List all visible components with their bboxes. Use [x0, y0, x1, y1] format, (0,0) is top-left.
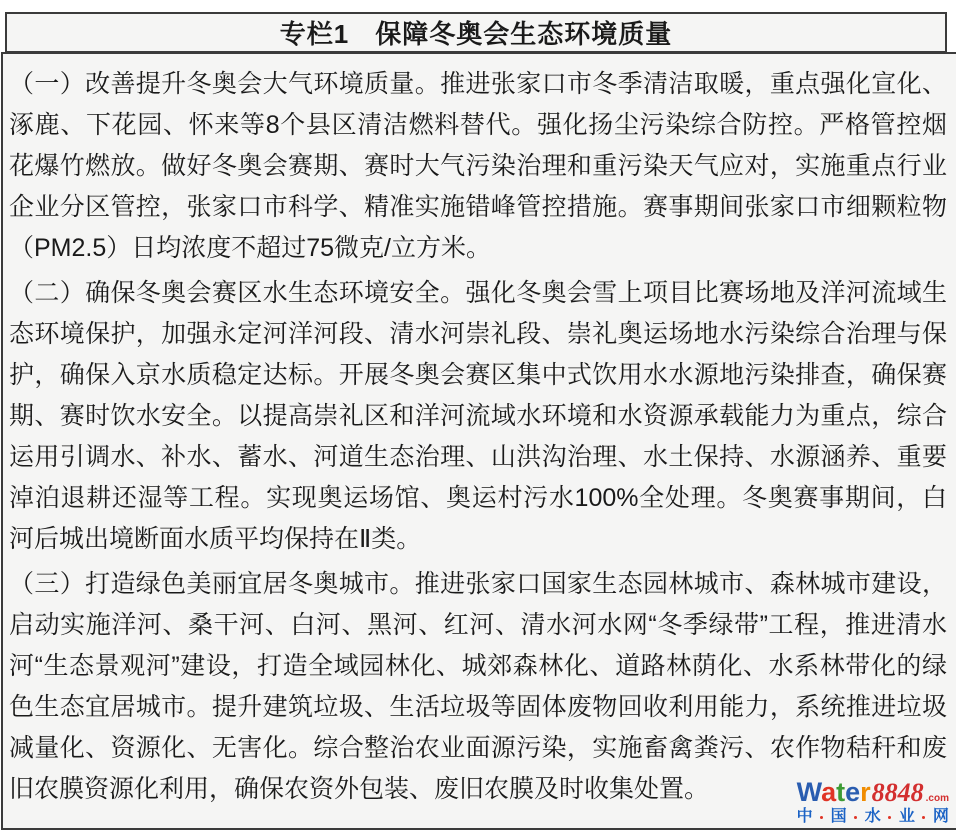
watermark-brand-row	[797, 779, 949, 806]
watermark-brand-number: 8848	[871, 778, 924, 807]
watermark-brand-tld: .com	[925, 793, 949, 804]
watermark-subtitle-char: 网	[932, 808, 949, 825]
panel-body	[1, 52, 956, 830]
watermark-separator-dot	[820, 816, 823, 819]
panel-title: 保障冬奥会生态环境质量	[375, 19, 673, 49]
watermark-brand-letter: r	[860, 777, 871, 807]
watermark-logo	[797, 779, 949, 825]
watermark-brand-word	[797, 779, 871, 806]
watermark-brand-letter: t	[836, 777, 846, 807]
panel-title-box	[5, 12, 947, 53]
paragraph-green-city: （三）打造绿色美丽宜居冬奥城市。推进张家口国家生态园林城市、森林城市建设，启动实施洋河、桑干河、白河、黑河、红河、清水河水网“冬季绿带”工程，推进清水河“生态景观河”建设，打造全域园林化、城郊森林化、道路林荫化、水系林带化的绿色生态宜居城市。提升建筑垃圾、生活垃圾等固体废物回收利用能力，系统推进垃圾减量化、资源化、无害化。综合整治农业面源污染，实施畜禽粪污、农作物秸秆和废旧农膜资源化利用，确保农资外包装、废旧农膜及时收集处置。	[9, 570, 947, 803]
watermark-subtitle-char: 国	[830, 808, 847, 825]
watermark-subtitle	[797, 809, 949, 825]
watermark-subtitle-char: 中	[796, 808, 813, 825]
panel-title-prefix: 专栏1	[279, 19, 350, 49]
watermark-brand-letter: a	[821, 777, 837, 807]
watermark-subtitle-char: 业	[898, 808, 915, 825]
watermark-brand-letter: e	[845, 777, 861, 807]
watermark-subtitle-char: 水	[864, 808, 881, 825]
watermark-separator-dot	[854, 816, 857, 819]
paragraph-water-ecology: （二）确保冬奥会赛区水生态环境安全。强化冬奥会雪上项目比赛场地及洋河流域生态环境保护，加强永定河洋河段、清水河崇礼段、崇礼奥运场地水污染综合治理与保护，确保入京水质稳定达标。开展冬奥会赛区集中式饮用水水源地污染排查，确保赛期、赛时饮水安全。以提高崇礼区和洋河流域水环境和水资源承载能力为重点，综合运用引调水、补水、蓄水、河道生态治理、山洪沟治理、水土保持、水源涵养、重要淖泊退耕还湿等工程。实现奥运场馆、奥运村污水100%全处理。冬奥赛事期间，白河后城出境断面水质平均保持在Ⅱ类。	[9, 279, 947, 553]
watermark-brand-letter: W	[796, 777, 822, 807]
paragraph-air-quality: （一）改善提升冬奥会大气环境质量。推进张家口市冬季清洁取暖，重点强化宣化、涿鹿、下花园、怀来等8个县区清洁燃料替代。强化扬尘污染综合防控。严格管控烟花爆竹燃放。做好冬奥会赛期、赛时大气污染治理和重污染天气应对，实施重点行业企业分区管控，张家口市科学、精准实施错峰管控措施。赛事期间张家口市细颗粒物（PM2.5）日均浓度不超过75微克/立方米。	[9, 70, 947, 262]
watermark-separator-dot	[888, 816, 891, 819]
watermark-separator-dot	[922, 816, 925, 819]
